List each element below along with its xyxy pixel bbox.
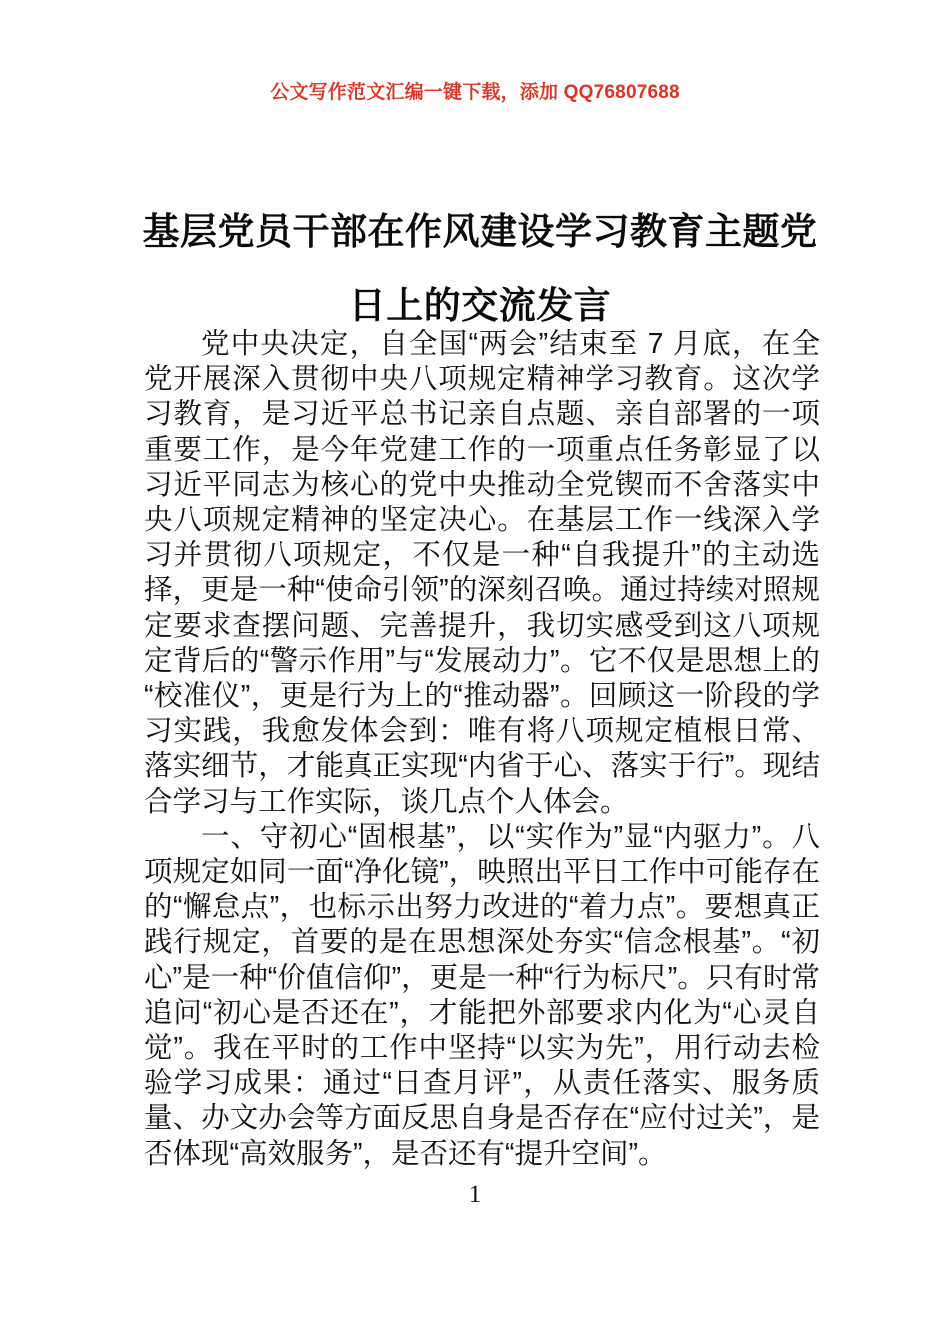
page-title: 基层党员干部在作风建设学习教育主题党日上的交流发言 (142, 210, 818, 326)
body-paragraph: 党中央决定，自全国“两会”结束至 7 月底，在全党开展深入贯彻中央八项规定精神学习教育。这次学习教育，是习近平总书记亲自点题、亲自部署的一项重要工作，是今年党建工作的一项重点任务彰显了以习近平同志为核心的党中央推动全党锲而不舍落实中央八项规定精神的坚定决心。在基层工作一线深入学习并贯彻八项规定，不仅是一种“自我提升”的主动选择，更是一种“使命引领”的深刻召唤。通过持续对照规定要求查摆问题、完善提升，我切实感受到这八项规定背后的“警示作用”与“发展动力”。它不仅是思想上的“校准仪”，更是行为上的“推动器”。回顾这一阶段的学习实践，我愈发体会到：唯有将八项规定植根日常、落实细节，才能真正实现“内省于心、落实于行”。现结合学习与工作实际，谈几点个人体会。 (144, 328, 820, 818)
page-number: 1 (468, 1181, 482, 1208)
body-paragraph: 一、守初心“固根基”，以“实作为”显“内驱力”。八项规定如同一面“净化镜”，映照出平日工作中可能存在的“懈怠点”，也标示出努力改进的“着力点”。要想真正践行规定，首要的是在思想深处夯实“信念根基”。“初心”是一种“价值信仰”，更是一种“行为标尺”。只有时常追问“初心是否还在”，才能把外部要求内化为“心灵自觉”。我在平时的工作中坚持“以实为先”，用行动去检验学习成果：通过“日查月评”，从责任落实、服务质量、办文办会等方面反思自身是否存在“应付过关”，是否体现“高效服务”，是否还有“提升空间”。 (144, 820, 820, 1170)
document-body (144, 327, 820, 1172)
promo-header-text: 公文写作范文汇编一键下载，添加 QQ76807688 (270, 82, 680, 103)
